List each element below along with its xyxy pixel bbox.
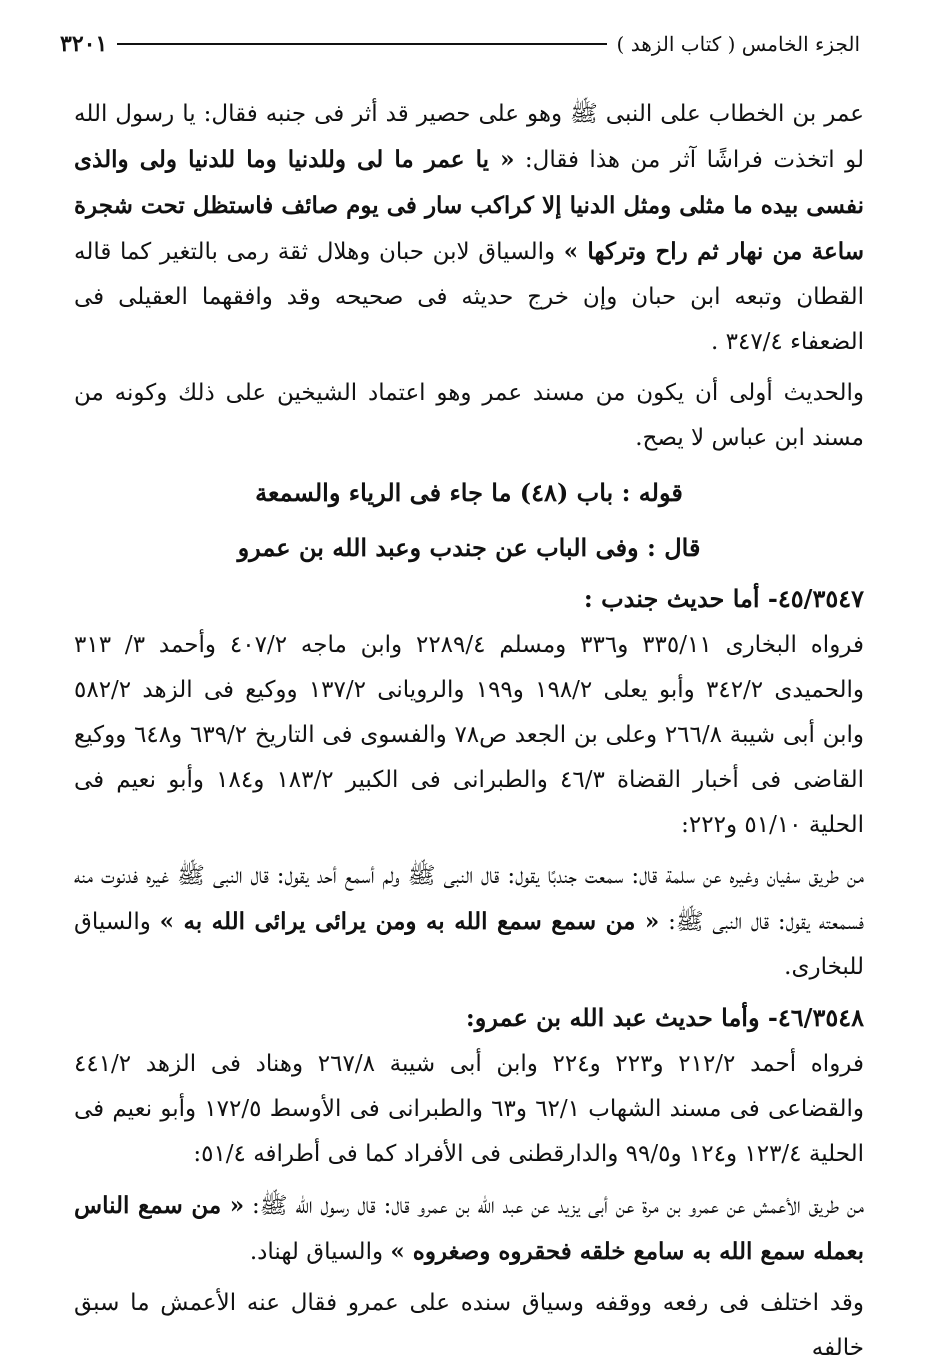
hadith-quote-3: « من سمع الناس بعمله سمع الله به سامع خلقه فحقروه وصغروه » xyxy=(74,1192,864,1265)
paragraph-6 xyxy=(74,1183,864,1275)
paragraph-1 xyxy=(74,92,864,365)
paragraph-6-text-b: والسياق لهناد. xyxy=(249,1239,391,1265)
hadith-quote-2: « من سمع سمع الله به ومن يرائى يرائى الله به » xyxy=(159,908,660,935)
chapter-heading: قوله : باب (٤٨) ما جاء فى الرياء والسمعة xyxy=(255,478,683,507)
hadith-quote-1: « يا عمر ما لى وللدنيا وما للدنيا ولى والذى نفسى بيده ما مثلى ومثل الدنيا إلا كراكب سار فى يوم صائف فاستظل تحت شجرة ساعة من نهار ثم راح وتركها » xyxy=(74,146,864,265)
paragraph-4-text-b: والسياق للبخارى. xyxy=(74,909,864,980)
header-rule xyxy=(117,43,606,45)
paragraph-4-text-a: من طريق سفيان وغيره عن سلمة قال: سمعت جندبًا يقول: قال النبى ﷺ ولم أسمع أحد يقول: قال النبى ﷺ غيره فدنوت منه فسمعته يقول: قال النبى ﷺ: xyxy=(74,863,864,935)
page-header xyxy=(60,28,860,60)
paragraph-3: فرواه البخارى ٣٣٥/١١ و٣٣٦ ومسلم ٢٢٨٩/٤ وابن ماجه ٤٠٧/٢ وأحمد ٣/ ٣١٣ والحميدى ٣٤٢/٢ وأبو يعلى ١٩٨/٢ و١٩٩ والرويانى ١٣٧/٢ ووكيع فى الزهد ٥٨٢/٢ وابن أبى شيبة ٢٦٦/٨ وعلى بن الجعد ص٧٨ والفسوى فى التاريخ ٦٣٩/٢ و٦٤٨ ووكيع القاضى فى أخبار القضاة ٤٦/٣ والطبرانى فى الكبير ١٨٣/٢ و١٨٤ وأبو نعيم فى الحلية ٥١/١٠ و٢٢٢: xyxy=(74,632,865,838)
paragraph-1-text-a: عمر بن الخطاب على النبى ﷺ وهو على حصير قد أثر فى جنبه فقال: يا رسول الله لو اتخذت فراشًا آثر من هذا فقال: xyxy=(74,101,865,173)
paragraph-7: وقد اختلف فى رفعه ووقفه وسياق سنده على عمرو فقال عنه الأعمش ما سبق خالفه xyxy=(74,1290,864,1361)
paragraph-2: والحديث أولى أن يكون من مسند عمر وهو اعتماد الشيخين على ذلك وكونه من مسند ابن عباس لا يصح. xyxy=(74,380,864,451)
paragraph-5: فرواه أحمد ٢١٢/٢ و٢٢٣ و٢٢٤ وابن أبى شيبة ٢٦٧/٨ وهناد فى الزهد ٤٤١/٢ والقضاعى فى مسند الشهاب ٦٢/١ و٦٣ والطبرانى فى الأوسط ١٧٢/٥ وأبو نعيم فى الحلية ١٢٣/٤ و١٢٤ و٩٩/٥ والدارقطنى فى الأفراد كما فى أطرافه ٥١/٤: xyxy=(74,1051,864,1167)
chapter-subheading: قال : وفى الباب عن جندب وعبد الله بن عمرو xyxy=(237,533,701,562)
page-number: ٣٢٠١ xyxy=(60,31,108,57)
paragraph-4 xyxy=(74,854,864,990)
running-title: الجزء الخامس ( كتاب الزهد ) xyxy=(616,32,860,56)
hadith-item-46-title: ٤٦/٣٥٤٨- وأما حديث عبد الله بن عمرو: xyxy=(465,1003,864,1032)
page-body xyxy=(74,92,864,1371)
hadith-item-45-title: ٤٥/٣٥٤٧- أما حديث جندب : xyxy=(583,584,864,613)
paragraph-1-text-b: والسياق لابن حبان وهلال ثقة رمى بالتغير كما قاله القطان وتبعه ابن حبان وإن خرج حديثه فى صحيحه وقد وافقهما العقيلى فى الضعفاء ٣٤٧/٤ . xyxy=(74,239,864,355)
paragraph-6-text-a: من طريق الأعمش عن عمرو بن مرة عن أبى يزيد عن عبد الله بن عمرو قال: قال رسول الله ﷺ: xyxy=(244,1193,864,1219)
